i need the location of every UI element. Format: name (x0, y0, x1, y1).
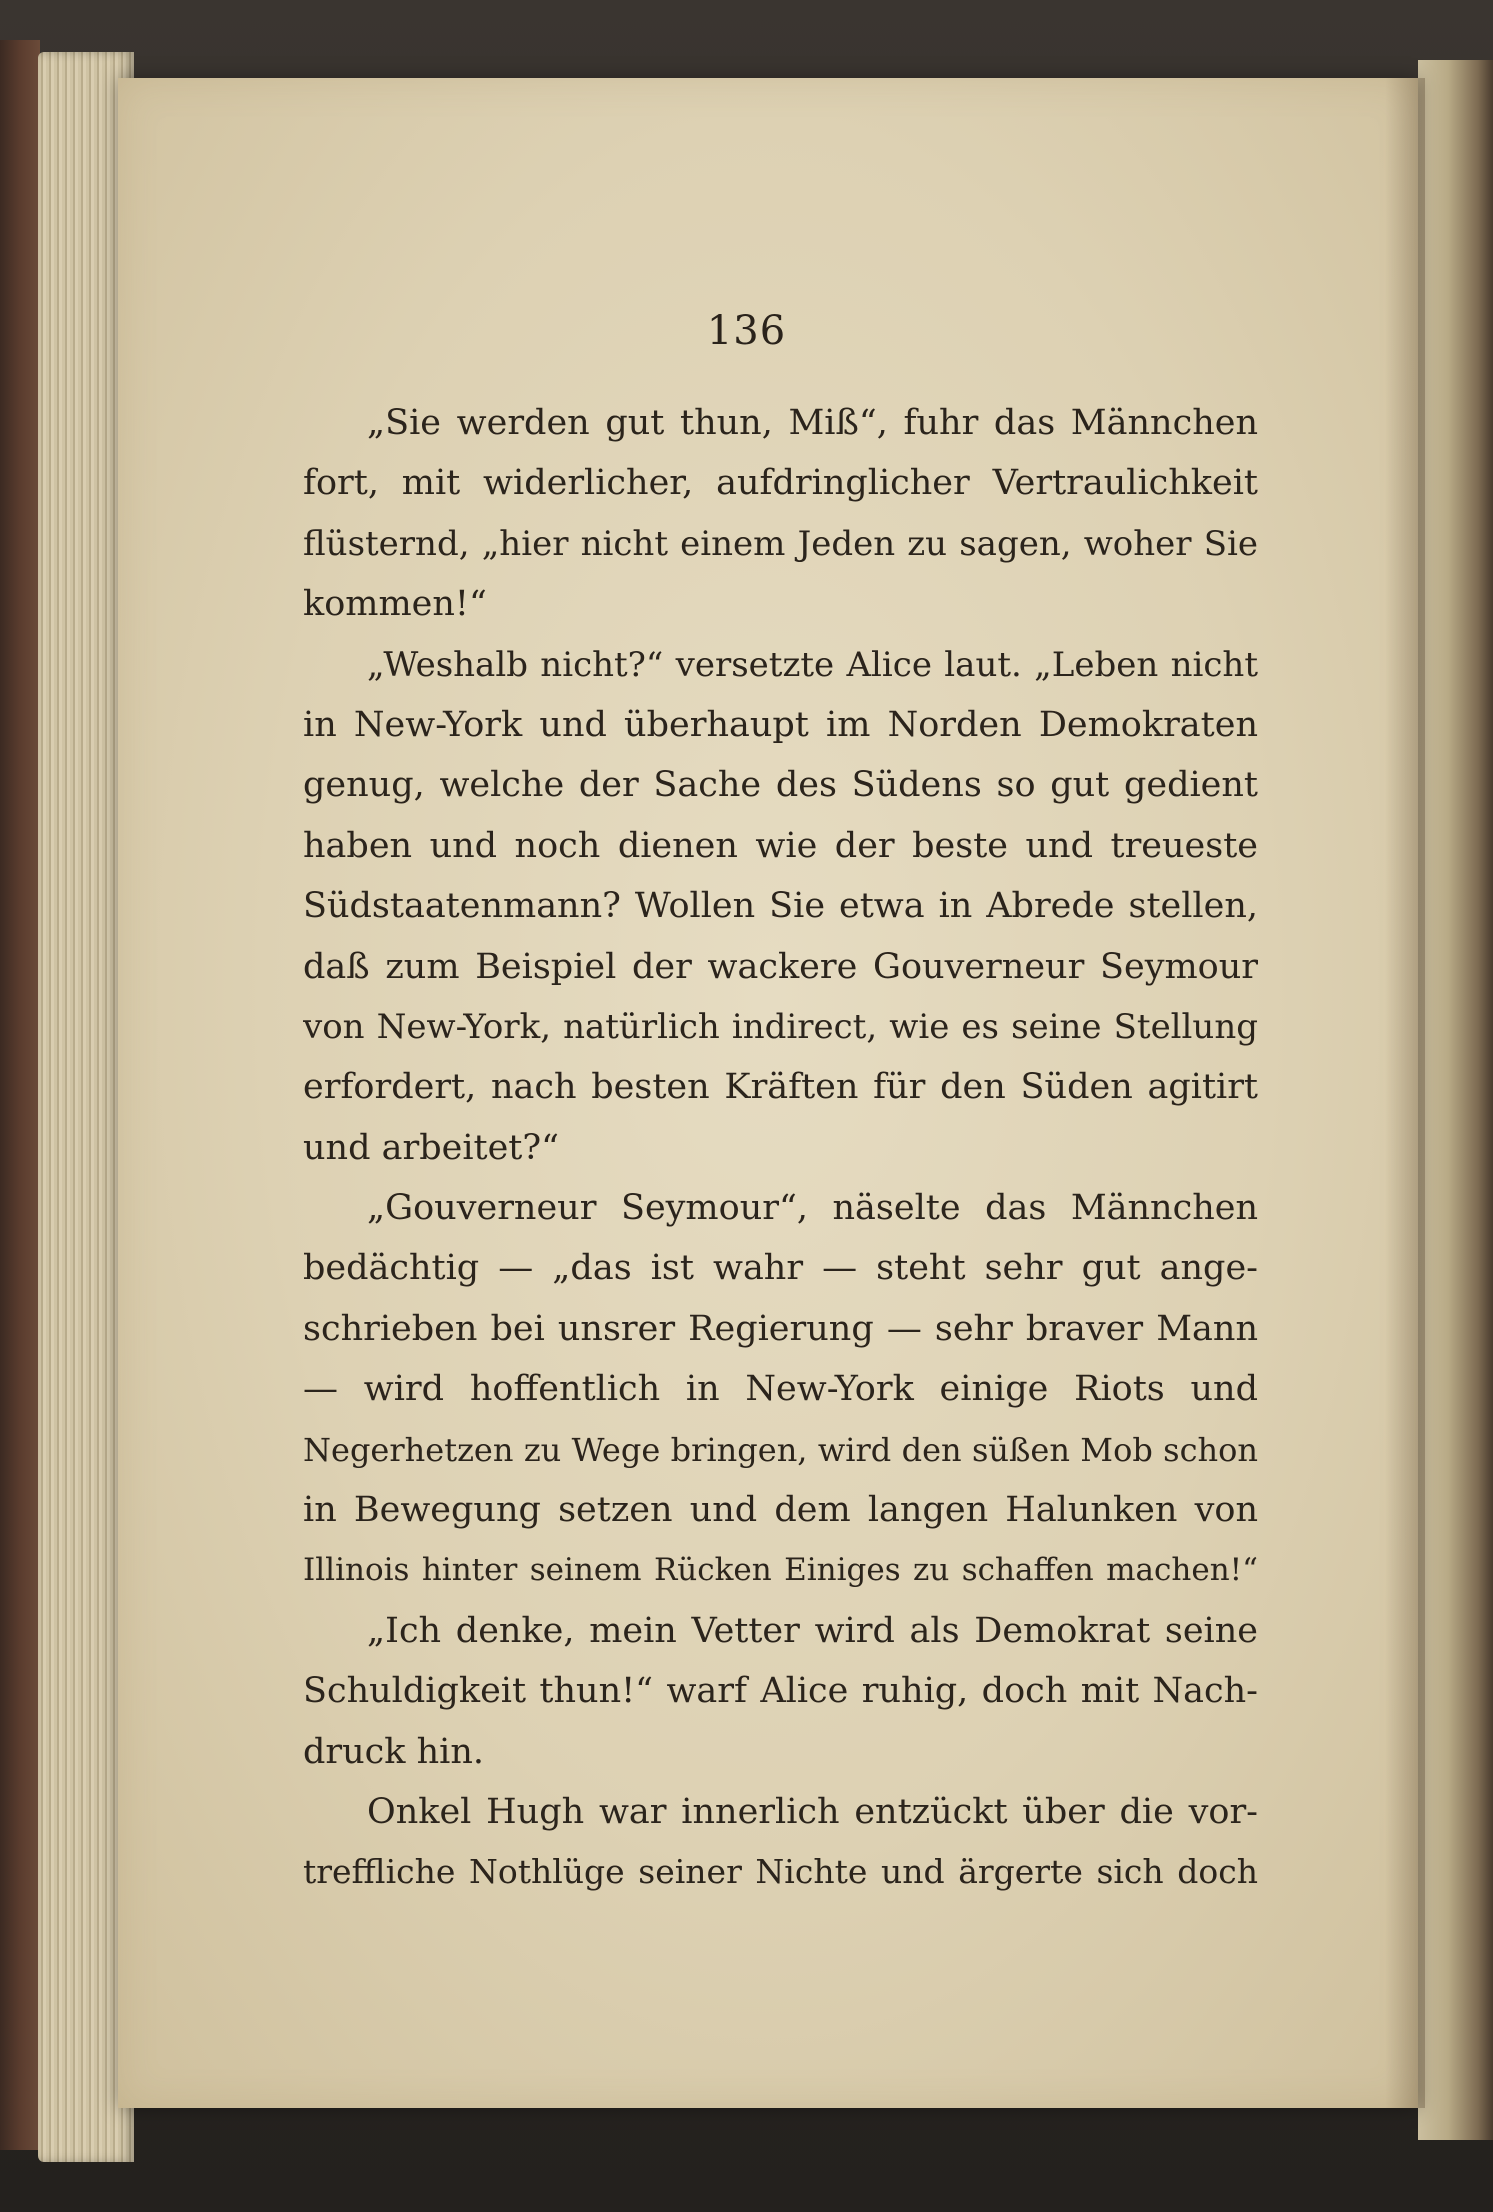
text-line: Südstaatenmann? Wollen Sie etwa in Abrede stellen, (303, 886, 1258, 927)
text-line: Schuldigkeit thun!“ warf Alice ruhig, doch mit Nach- (303, 1671, 1258, 1712)
text-line: in Bewegung setzen und dem langen Halunken von (303, 1490, 1258, 1531)
book-cover-edge (0, 40, 40, 2150)
text-line: schrieben bei unsrer Regierung — sehr braver Mann (303, 1308, 1258, 1349)
text-line: „Sie werden gut thun, Miß“, fuhr das Männchen (367, 403, 1258, 443)
text-line: fort, mit widerlicher, aufdringlicher Vertraulichkeit (303, 463, 1258, 504)
text-line: kommen!“ (303, 584, 487, 625)
text-line: druck hin. (303, 1731, 485, 1772)
text-line: Onkel Hugh war innerlich entzückt über die vor- (367, 1791, 1258, 1832)
text-line: treffliche Nothlüge seiner Nichte und ärgerte sich doch (303, 1852, 1258, 1892)
body-text (303, 393, 1258, 1903)
text-line: genug, welche der Sache des Südens so gut gedient (303, 765, 1258, 806)
text-line: „Weshalb nicht?“ versetzte Alice laut. „Leben nicht (367, 644, 1258, 685)
text-line: haben und noch dienen wie der beste und treueste (303, 825, 1258, 866)
page-number: 136 (706, 308, 787, 354)
text-line: „Gouverneur Seymour“, näselte das Männchen (367, 1188, 1258, 1229)
text-line: daß zum Beispiel der wackere Gouverneur Seymour (303, 946, 1258, 987)
text-line: erfordert, nach besten Kräften für den Süden agitirt (303, 1067, 1258, 1108)
gutter-shadow (1385, 78, 1425, 2108)
facing-page-edge (1418, 60, 1493, 2140)
text-line: „Ich denke, mein Vetter wird als Demokrat seine (367, 1610, 1258, 1651)
text-line: Illinois hinter seinem Rücken Einiges zu schaffen machen!“ (303, 1552, 1258, 1589)
text-line: Negerhetzen zu Wege bringen, wird den süßen Mob schon (303, 1430, 1258, 1469)
text-line: flüsternd, „hier nicht einem Jeden zu sagen, woher Sie (303, 523, 1258, 564)
text-line: in New-York und überhaupt im Norden Demokraten (303, 704, 1258, 745)
text-line: bedächtig — „das ist wahr — steht sehr gut ange- (303, 1248, 1258, 1289)
text-line: von New-York, natürlich indirect, wie es seine Stellung (303, 1006, 1258, 1047)
text-line: und arbeitet?“ (303, 1127, 560, 1168)
text-line: — wird hoffentlich in New-York einige Riots und (303, 1369, 1258, 1410)
